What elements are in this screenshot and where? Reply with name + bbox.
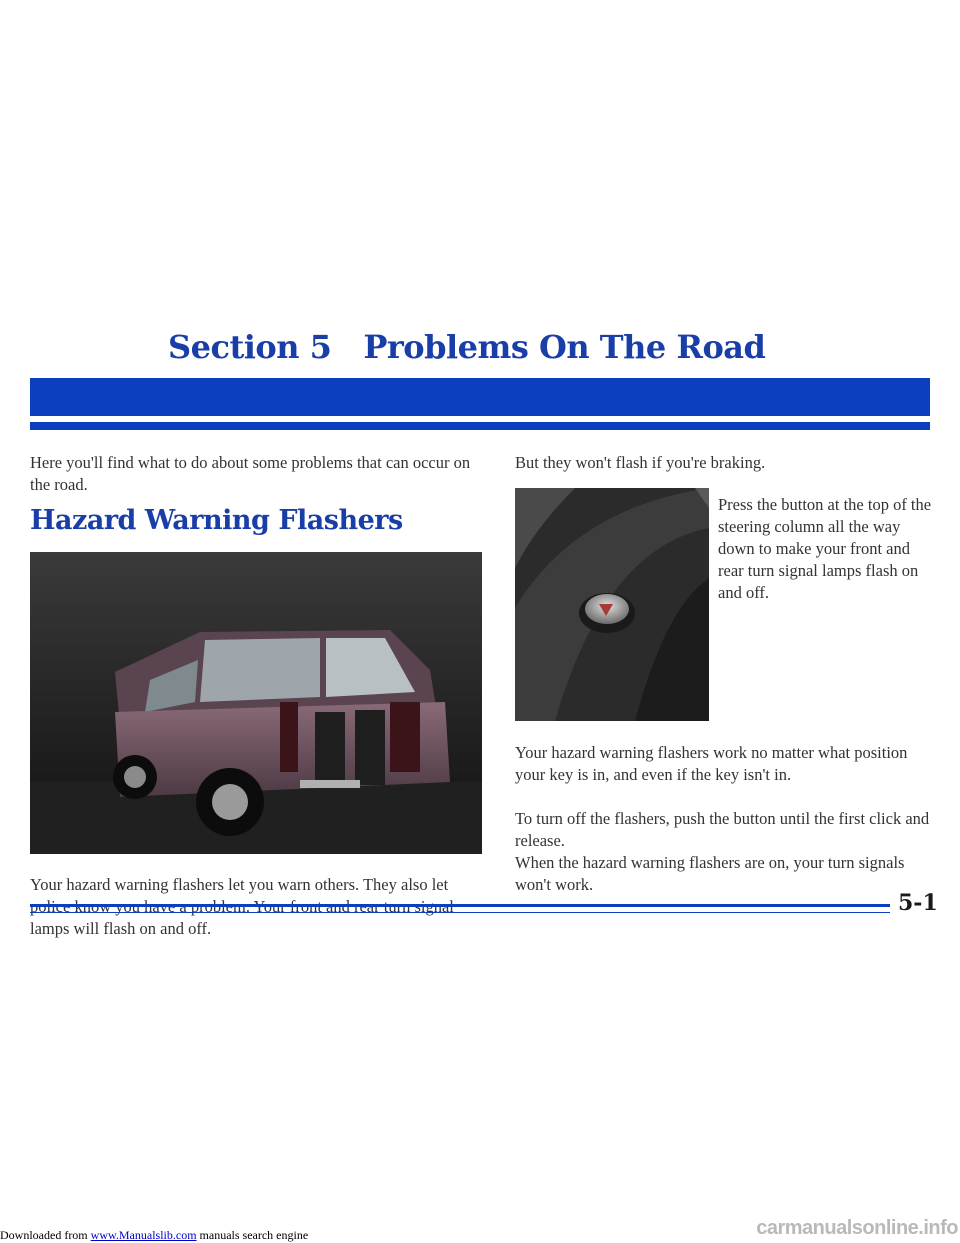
footer-rule (30, 904, 890, 907)
hazard-button-illustration (515, 488, 709, 721)
header-band (30, 378, 930, 416)
truck-paragraph: Your hazard warning flashers let you warn others. They also let lamps will flash on and off. (30, 875, 449, 938)
download-footer (0, 1228, 308, 1243)
footer-suffix: manuals search engine (196, 1228, 309, 1242)
hazard-heading: Hazard Warning Flashers (30, 505, 403, 536)
key-paragraph-block (515, 742, 935, 786)
truck-photo (30, 552, 482, 854)
key-paragraph: Your hazard warning flashers work no matter what position your key is in, and even if the key isn't in. (515, 743, 908, 784)
section-title: Section 5 Problems On The Road (168, 328, 766, 366)
turnoff-paragraph-block (515, 808, 935, 852)
hazard-button-photo (515, 488, 709, 721)
watermark: carmanualsonline.info (756, 1217, 958, 1239)
signals-paragraph-block (515, 852, 935, 896)
right-column (515, 452, 930, 474)
manualslib-link[interactable]: www.Manualslib.com (90, 1228, 197, 1242)
press-paragraph-block (718, 494, 933, 604)
signals-paragraph: When the hazard warning flashers are on, your turn signals won't work. (515, 853, 905, 894)
footer-rule-thin (30, 912, 890, 913)
turnoff-paragraph: To turn off the flashers, push the button until the first click and release. (515, 809, 930, 850)
left-column (30, 452, 490, 496)
braking-note: But they won't flash if you're braking. (515, 453, 766, 472)
press-paragraph: Press the button at the top of the steering column all the way down to make your front and rear turn signal lamps flash on and off. (718, 495, 932, 602)
page-number: 5-1 (898, 890, 938, 916)
truck-illustration (30, 552, 482, 854)
truck-paragraph-block (30, 874, 490, 940)
footer-prefix: Downloaded from (0, 1228, 91, 1242)
header-band-thin (30, 422, 930, 430)
intro-paragraph: Here you'll find what to do about some problems that can occur on the road. (30, 453, 471, 494)
